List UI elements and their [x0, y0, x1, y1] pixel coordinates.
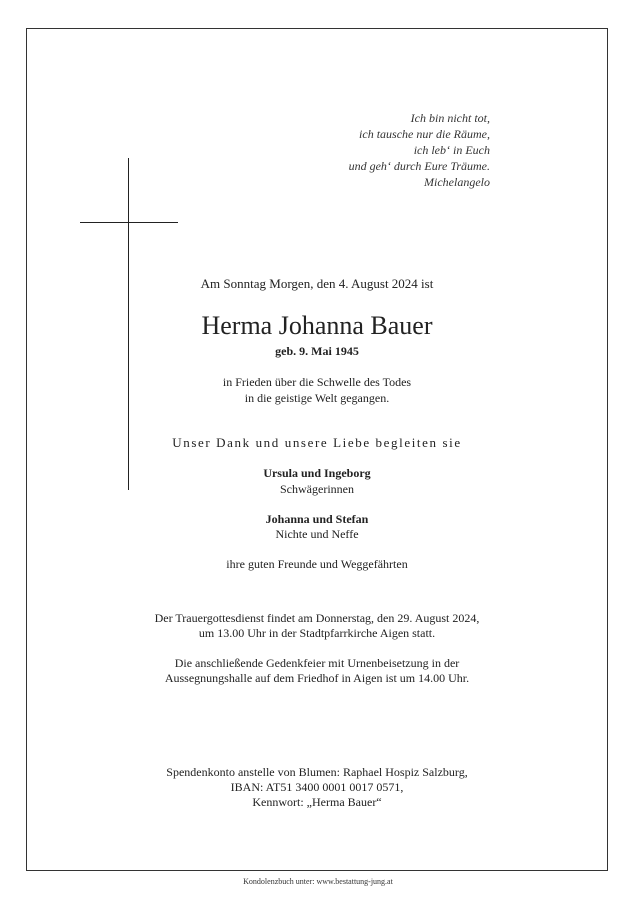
- passing-text-1: in Frieden über die Schwelle des Todes: [222, 375, 412, 389]
- condolence-link[interactable]: Kondolenzbuch unter: www.bestattung-jung.at: [243, 877, 393, 886]
- service-line-4: Aussegnungshalle auf dem Friedhof in Aigen ist um 14.00 Uhr.: [164, 671, 470, 685]
- mourner-names-2: Johanna und Stefan: [265, 512, 369, 526]
- birth-date: geb. 9. Mai 1945: [275, 344, 359, 358]
- deceased-name: Herma Johanna Bauer: [201, 311, 433, 340]
- quote-line: Ich bin nicht tot,: [410, 111, 490, 125]
- cross-icon-bar: [80, 222, 178, 223]
- mourner-friends: ihre guten Freunde und Weggefährten: [226, 557, 408, 571]
- quote-author: Michelangelo: [424, 175, 490, 189]
- service-line-1: Der Trauergottesdienst findet am Donnerstag, den 29. August 2024,: [154, 611, 480, 625]
- donation-iban: IBAN: AT51 3400 0001 0017 0571,: [230, 780, 404, 794]
- epigraph-quote: [330, 110, 490, 190]
- mourner-relation-1: Schwägerinnen: [280, 482, 354, 496]
- announcement-intro: Am Sonntag Morgen, den 4. August 2024 ist: [200, 276, 434, 291]
- quote-line: und geh‘ durch Eure Träume.: [348, 159, 490, 173]
- quote-line: ich tausche nur die Räume,: [359, 127, 490, 141]
- mourner-names-1: Ursula und Ingeborg: [263, 466, 371, 480]
- quote-line: ich leb‘ in Euch: [413, 143, 490, 157]
- service-line-2: um 13.00 Uhr in der Stadtpfarrkirche Aigen statt.: [198, 626, 436, 640]
- donation-line-1: Spendenkonto anstelle von Blumen: Raphael Hospiz Salzburg,: [166, 765, 468, 779]
- donation-keyword: Kennwort: „Herma Bauer“: [252, 795, 382, 809]
- service-line-3: Die anschließende Gedenkfeier mit Urnenbeisetzung in der: [174, 656, 460, 670]
- mourners-heading: Unser Dank und unsere Liebe begleiten sie: [172, 435, 462, 450]
- mourner-relation-2: Nichte und Neffe: [275, 527, 359, 541]
- passing-text-2: in die geistige Welt gegangen.: [244, 391, 390, 405]
